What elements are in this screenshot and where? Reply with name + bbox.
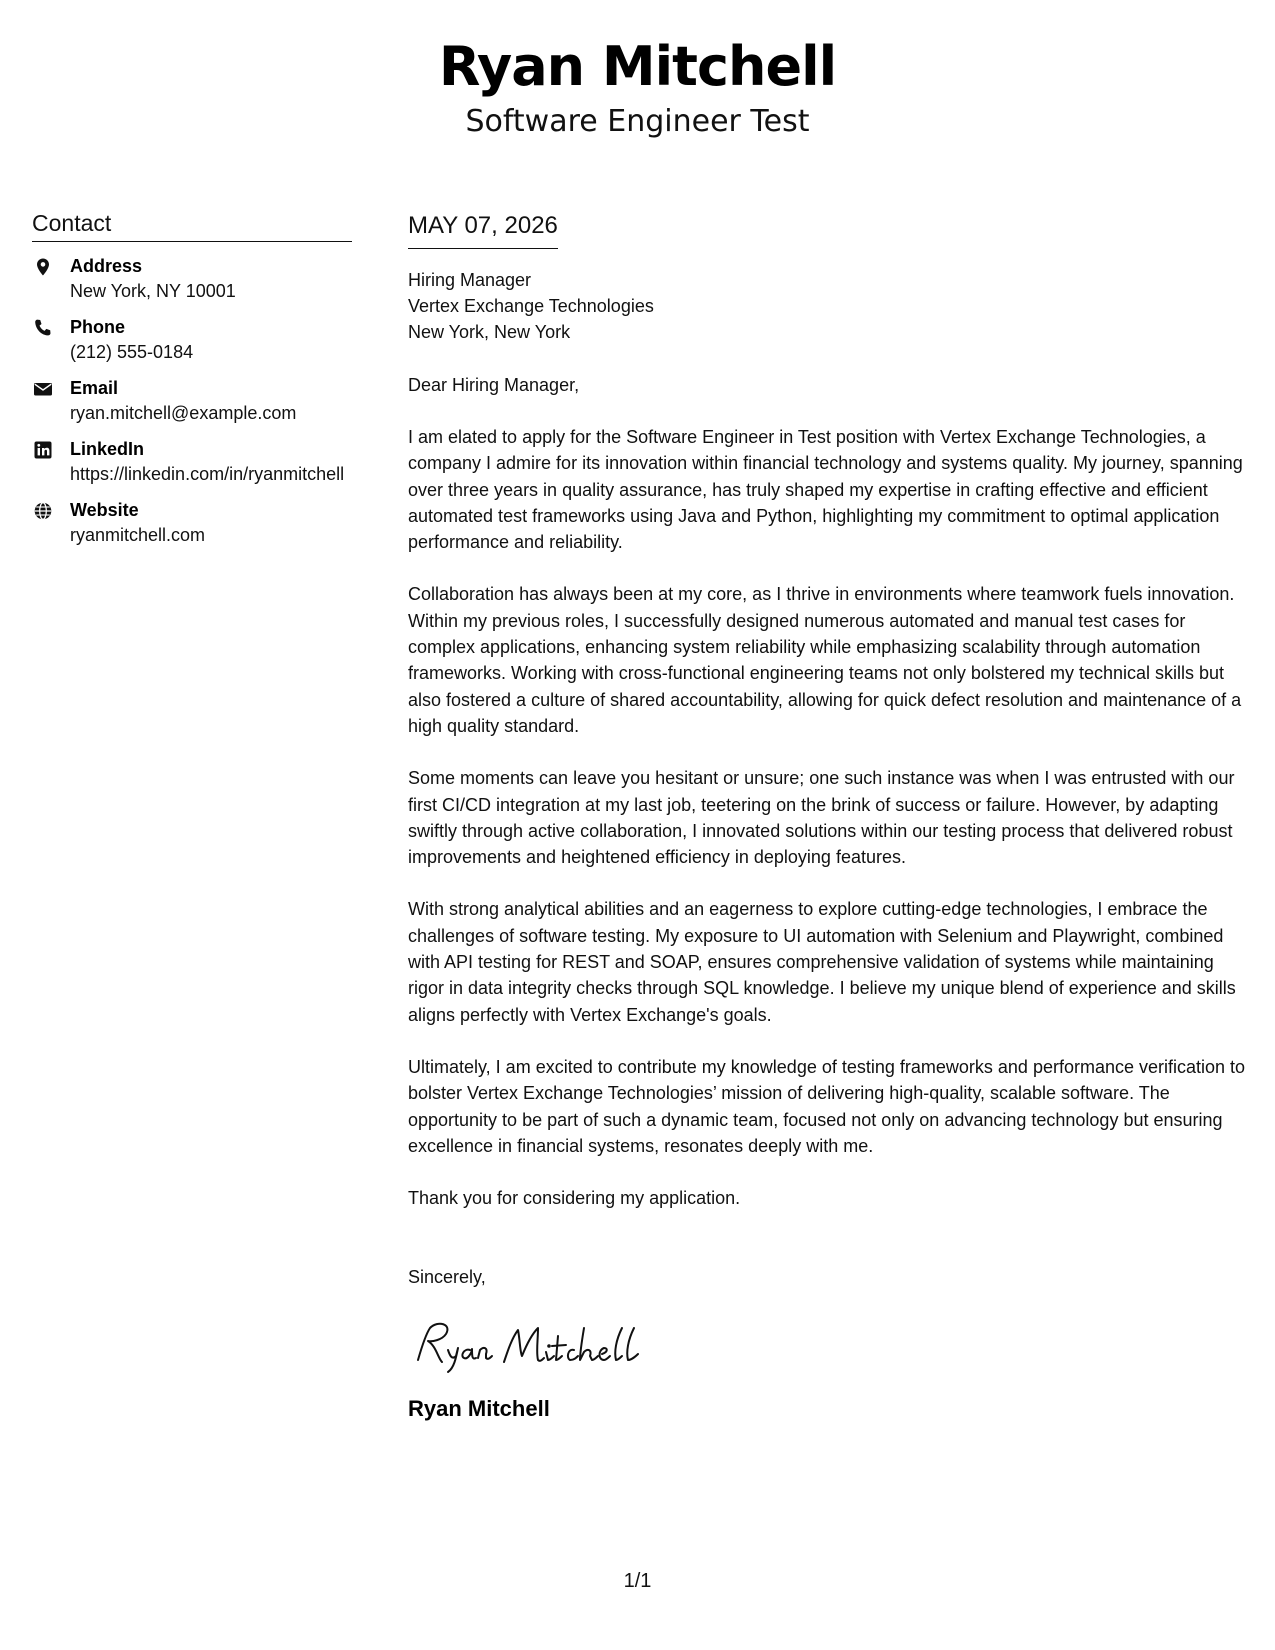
recipient-location: New York, New York [408, 322, 571, 342]
contact-heading: Contact [32, 208, 352, 242]
envelope-icon [33, 379, 53, 399]
letter-header [0, 32, 1275, 142]
body-paragraph: I am elated to apply for the Software Engineer in Test position with Vertex Exchange Technologies, a company I admire for its innovation within financial technology and systems quality. My journey, spanning over three years in quality assurance, has truly shaped my expertise in crafting effective and efficient automated test frameworks using Java and Python, highlighting my commitment to optimal application performance and reliability. [408, 427, 1243, 553]
phone-value: (212) 555-0184 [70, 342, 194, 362]
page-number: 1/1 [623, 1570, 652, 1592]
body-paragraph: Some moments can leave you hesitant or unsure; one such instance was when I was entrusted with our first CI/CD integration at my last job, teetering on the brink of success or failure. However, by adapting swiftly through active collaboration, I innovated solutions within our testing process that delivered robust improvements and heightened efficiency in deploying features. [408, 768, 1235, 868]
letter-date: MAY 07, 2026 [408, 210, 558, 249]
recipient-block [408, 267, 1248, 345]
letter-body [408, 210, 1248, 1424]
contact-label: Phone [70, 317, 126, 337]
contact-label: LinkedIn [70, 439, 145, 459]
contact-label: Address [70, 256, 143, 276]
contact-label: Website [70, 500, 139, 520]
salutation: Dear Hiring Manager, [408, 375, 580, 395]
body-paragraph: With strong analytical abilities and an eagerness to explore cutting-edge technologies, I embrace the challenges of software testing. My exposure to UI automation with Selenium and Playwright, combined with API testing for REST and SOAP, ensures comprehensive validation of systems while maintaining rigor in data integrity checks through SQL knowledge. I believe my unique blend of experience and skills aligns perfectly with Vertex Exchange's goals. [408, 899, 1236, 1025]
body-paragraph: Collaboration has always been at my core, as I thrive in environments where teamwork fuels innovation. Within my previous roles, I successfully designed numerous automated and manual test cases for complex applications, enhancing system reliability while emphasizing scalability through automation frameworks. Working with cross-functional engineering teams not only bolstered my technical skills but also fostered a culture of shared accountability, allowing for quick defect resolution and maintenance of a high quality standard. [408, 584, 1242, 736]
contact-sidebar [32, 208, 352, 559]
map-pin-icon [33, 257, 53, 277]
recipient-line: Hiring Manager [408, 270, 532, 290]
contact-item-linkedin [32, 437, 352, 487]
signer-name: Ryan Mitchell [408, 1396, 550, 1422]
applicant-name: Ryan Mitchell [438, 35, 837, 98]
closing: Sincerely, [408, 1267, 486, 1288]
body-paragraph: Ultimately, I am excited to contribute my knowledge of testing frameworks and performance verification to bolster Vertex Exchange Technologies’ mission of delivering high-quality, scalable software. The opportunity to be part of such a dynamic team, focused not only on advancing technology but ensuring excellence in financial systems, resonates deeply with me. [408, 1056, 1246, 1156]
contact-item-website [32, 498, 352, 548]
contact-item-address [32, 254, 352, 304]
linkedin-icon [33, 440, 53, 460]
email-value[interactable]: ryan.mitchell@example.com [70, 403, 297, 423]
contact-item-phone [32, 315, 352, 365]
phone-icon [33, 318, 53, 338]
website-value[interactable]: ryanmitchell.com [70, 525, 206, 545]
linkedin-value[interactable]: https://linkedin.com/in/ryanmitchell [70, 464, 345, 484]
handwritten-signature [408, 1316, 1248, 1376]
applicant-title: Software Engineer Test [465, 104, 810, 139]
thank-you-line: Thank you for considering my application. [408, 1188, 741, 1209]
address-value: New York, NY 10001 [70, 281, 236, 301]
contact-item-email [32, 376, 352, 426]
recipient-company: Vertex Exchange Technologies [408, 296, 654, 316]
contact-label: Email [70, 378, 119, 398]
contact-list [32, 254, 352, 548]
globe-icon [33, 501, 53, 521]
